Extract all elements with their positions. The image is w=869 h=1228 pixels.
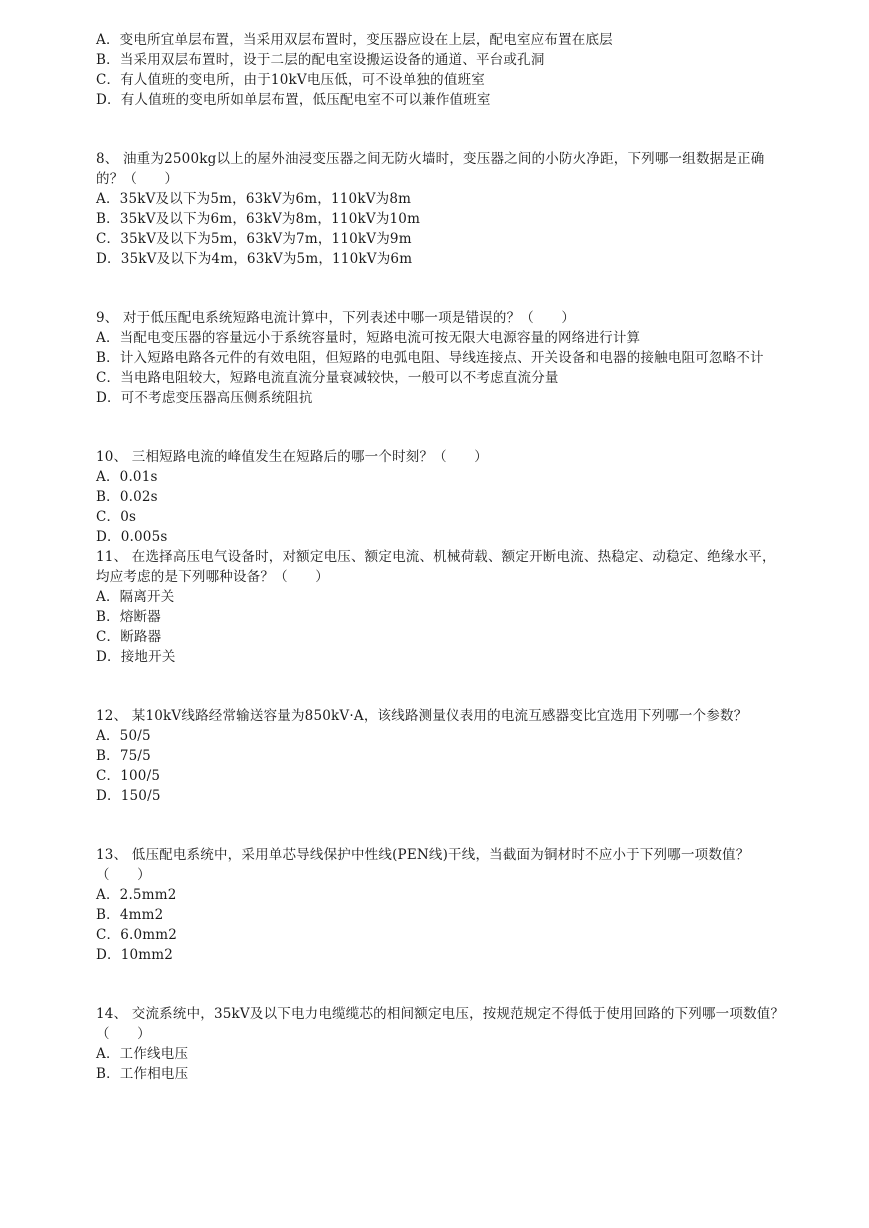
option-text: D．有人值班的变电所如单层布置，低压配电室不可以兼作值班室	[96, 92, 491, 108]
option-text: B．75/5	[96, 748, 151, 764]
question-stem: 9、 对于低压配电系统短路电流计算中，下列表述中哪一项是错误的？（ ）	[96, 310, 576, 326]
option-text: C．100/5	[96, 768, 161, 784]
option-text: A．隔离开关	[96, 589, 175, 605]
option-text: C．有人值班的变电所，由于10kV电压低，可不设单独的值班室	[96, 72, 485, 88]
option-text: B．4mm2	[96, 907, 164, 923]
question-block	[96, 547, 789, 667]
option-text: A．当配电变压器的容量远小于系统容量时，短路电流可按无限大电源容量的网络进行计算	[96, 330, 641, 346]
option-text: B．当采用双层布置时，设于二层的配电室设搬运设备的通道、平台或孔洞	[96, 52, 545, 68]
option-text: B．35kV及以下为6m，63kV为8m，110kV为10m	[96, 211, 421, 227]
option-text: C．当电路电阻较大，短路电流直流分量衰减较快，一般可以不考虑直流分量	[96, 370, 559, 386]
question-stem: 10、 三相短路电流的峰值发生在短路后的哪一个时刻？（ ）	[96, 449, 488, 465]
option-text: A．变电所宜单层布置，当采用双层布置时，变压器应设在上层，配电室应布置在底层	[96, 32, 613, 48]
question-block	[96, 1004, 789, 1084]
question-block	[96, 308, 789, 408]
question-stem: 14、 交流系统中，35kV及以下电力电缆缆芯的相间额定电压，按规范规定不得低于使用回路的下列哪一项数值？（ ）	[96, 1006, 785, 1042]
option-text: D．可不考虑变压器高压侧系统阻抗	[96, 390, 313, 406]
question-block	[96, 447, 789, 547]
question-stem: 13、 低压配电系统中，采用单芯导线保护中性线(PEN线)干线，当截面为铜材时不应小于下列哪一项数值？（ ）	[96, 847, 750, 883]
option-text: D．35kV及以下为4m，63kV为5m，110kV为6m	[96, 251, 413, 267]
question-stem: 12、 某10kV线路经常输送容量为850kV·A，该线路测量仪表用的电流互感器变比宜选用下列哪一个参数？	[96, 708, 748, 724]
question-block	[96, 845, 789, 965]
option-text: C．35kV及以下为5m，63kV为7m，110kV为9m	[96, 231, 412, 247]
option-text: A．工作线电压	[96, 1046, 189, 1062]
option-text: D．接地开关	[96, 649, 176, 665]
option-text: B．工作相电压	[96, 1066, 189, 1082]
option-text: B．计入短路电路各元件的有效电阻，但短路的电弧电阻、导线连接点、开关设备和电器的接触电阻可忽略不计	[96, 350, 764, 366]
question-block	[96, 149, 789, 269]
prev-question-options	[96, 30, 789, 110]
option-text: A．2.5mm2	[96, 887, 177, 903]
option-text: C．6.0mm2	[96, 927, 178, 943]
option-text: D．150/5	[96, 788, 161, 804]
option-text: A．50/5	[96, 728, 151, 744]
option-text: B．熔断器	[96, 609, 161, 625]
option-text: A．0.01s	[96, 469, 158, 485]
option-text: C．0s	[96, 509, 137, 525]
option-text: B．0.02s	[96, 489, 158, 505]
option-text: C．断路器	[96, 629, 162, 645]
option-text: D．10mm2	[96, 947, 174, 963]
question-stem: 8、 油重为2500kg以上的屋外油浸变压器之间无防火墙时，变压器之间的小防火净距，下列哪一组数据是正确的？（ ）	[96, 151, 765, 187]
option-text: D．0.005s	[96, 529, 168, 545]
question-block	[96, 706, 789, 806]
option-text: A．35kV及以下为5m，63kV为6m，110kV为8m	[96, 191, 412, 207]
question-stem: 11、 在选择高压电气设备时，对额定电压、额定电流、机械荷载、额定开断电流、热稳定、动稳定、绝缘水平，均应考虑的是下列哪种设备？（ ）	[96, 549, 776, 585]
